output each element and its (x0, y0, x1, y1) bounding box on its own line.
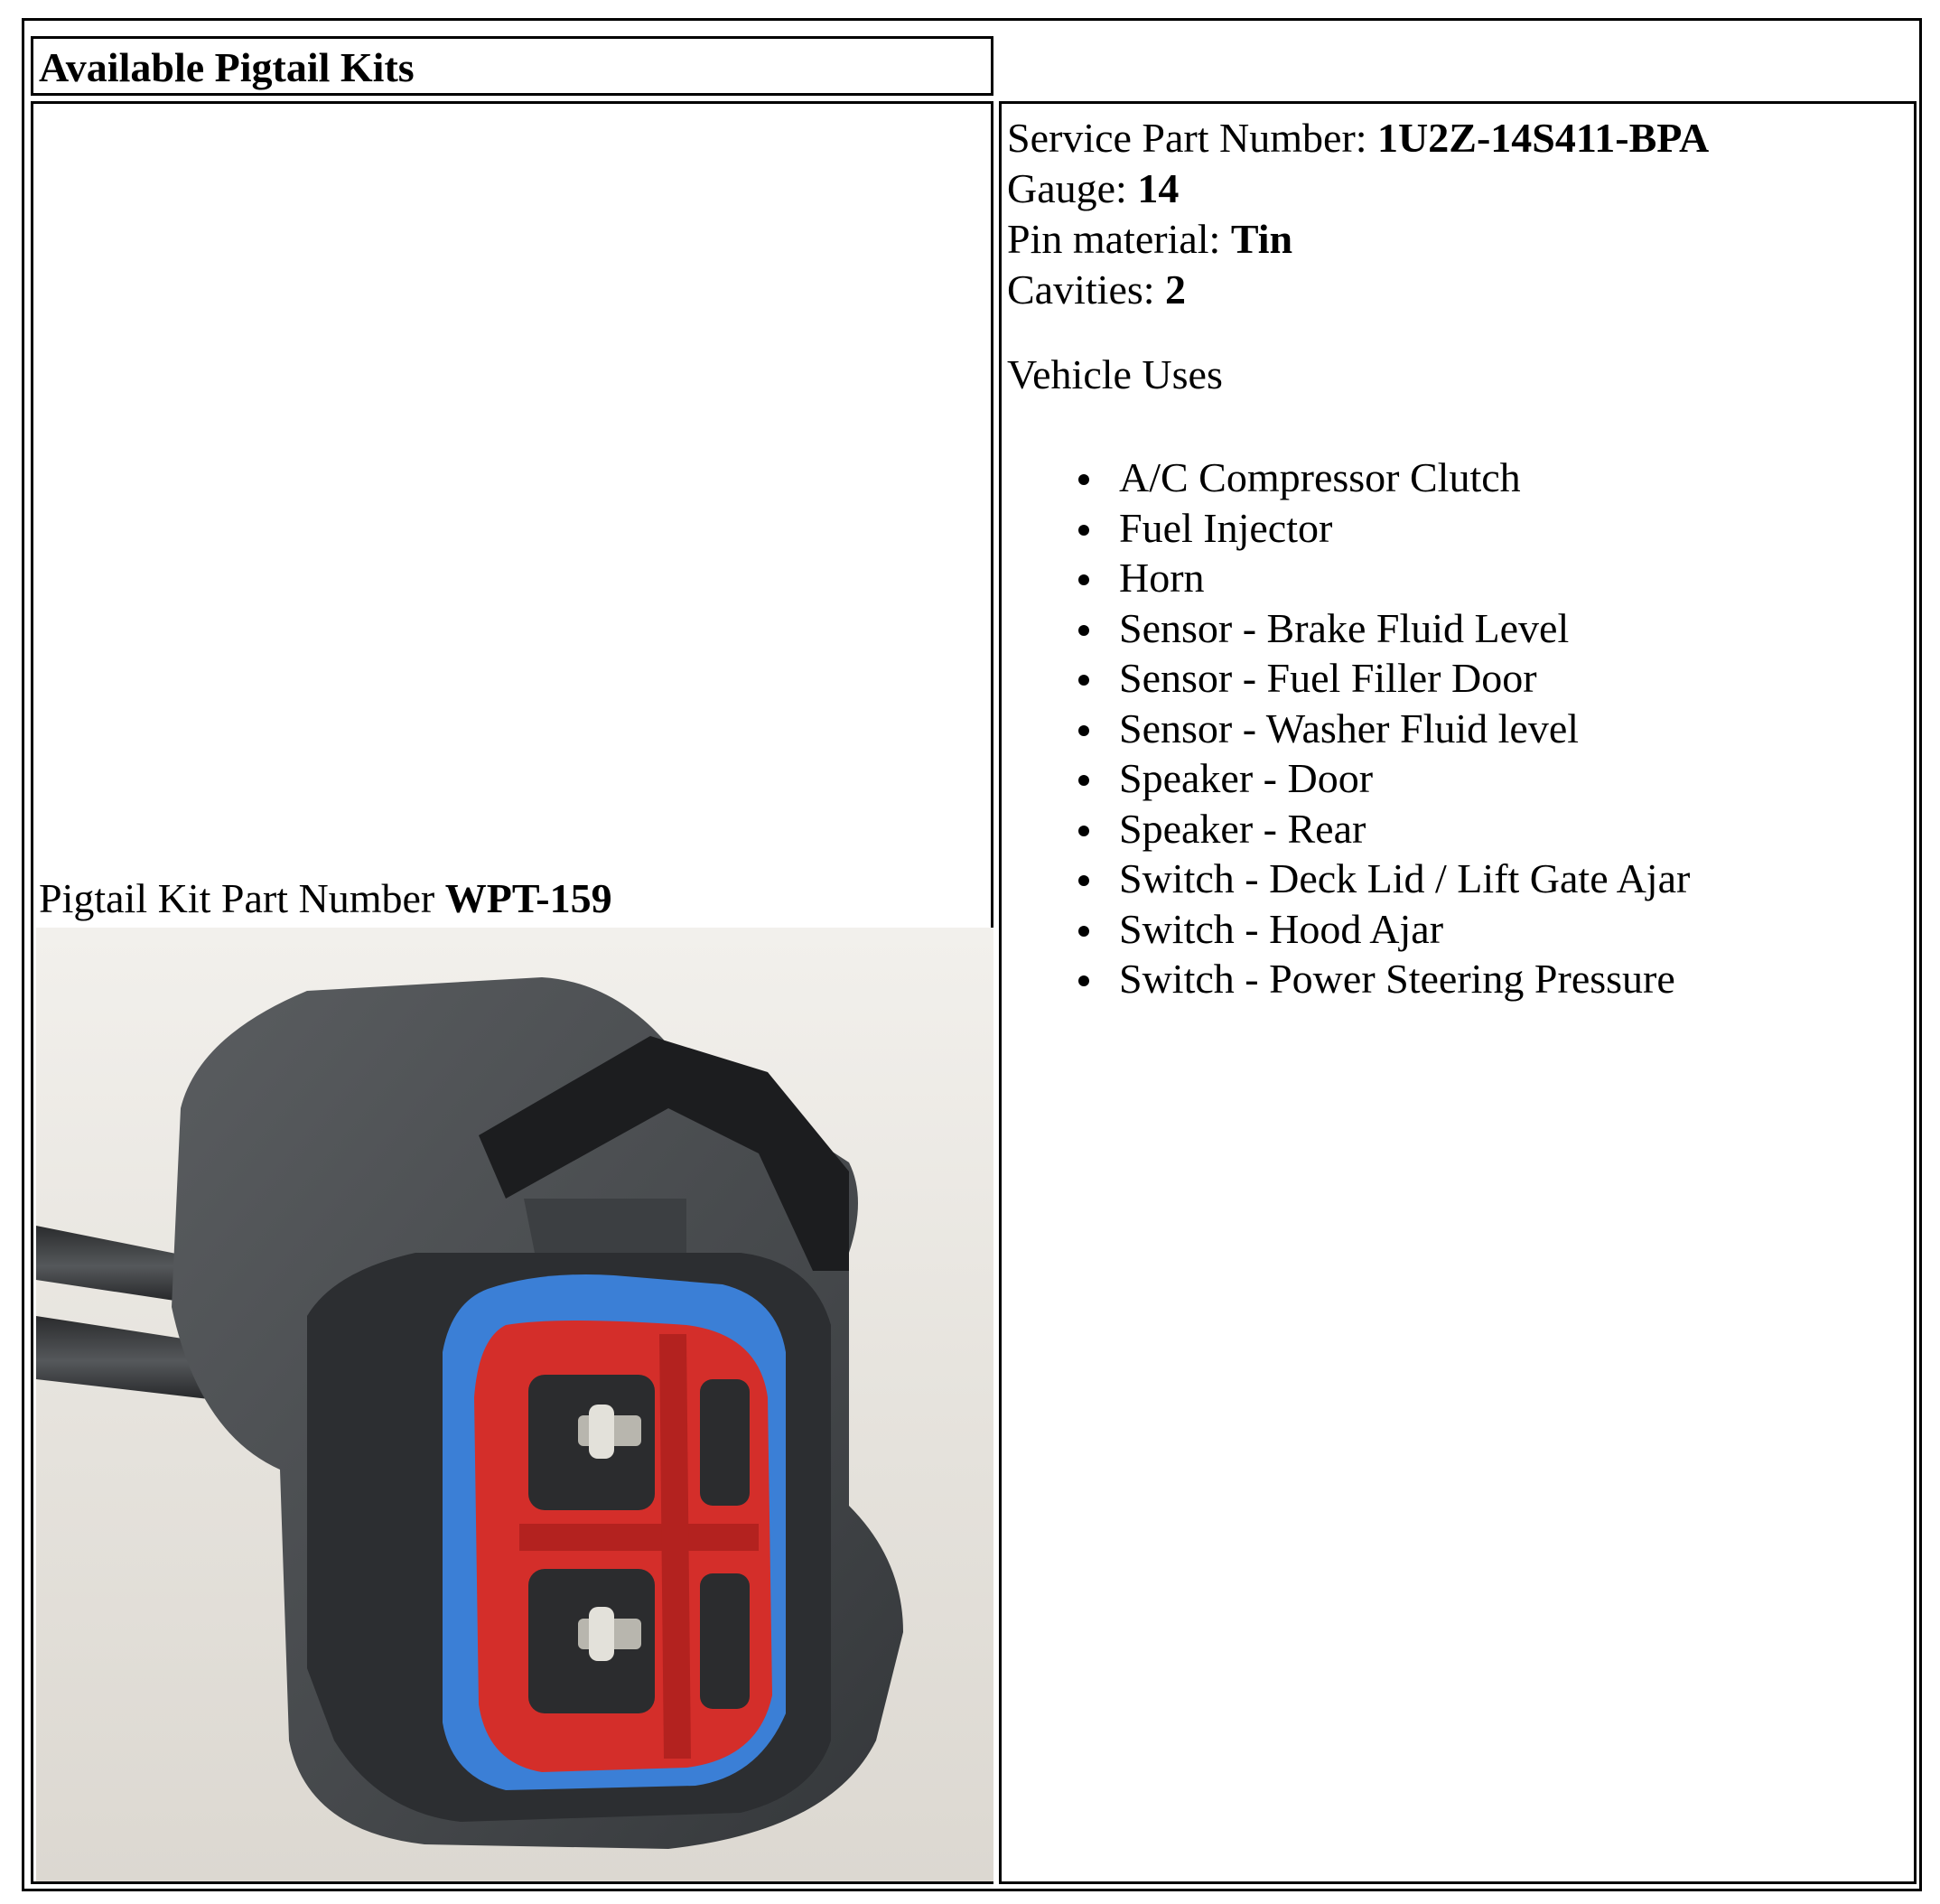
pin-material-label: Pin material: (1007, 216, 1221, 262)
list-item: Sensor - Fuel Filler Door (1002, 653, 1690, 704)
pin-material-value: Tin (1230, 216, 1293, 262)
list-item: A/C Compressor Clutch (1002, 453, 1690, 503)
gauge-row (1007, 163, 1709, 214)
list-item: Speaker - Door (1002, 753, 1690, 804)
header-cell (31, 36, 993, 96)
list-item: Switch - Hood Ajar (1002, 904, 1690, 955)
bullet-icon (1078, 775, 1089, 786)
cavities-label: Cavities: (1007, 266, 1155, 313)
gauge-value: 14 (1137, 165, 1180, 211)
vehicle-uses-heading: Vehicle Uses (1007, 351, 1223, 397)
list-item: Fuel Injector (1002, 503, 1690, 554)
list-item: Sensor - Washer Fluid level (1002, 704, 1690, 754)
list-item: Switch - Power Steering Pressure (1002, 954, 1690, 1004)
kit-cell (31, 101, 993, 1884)
list-item: Switch - Deck Lid / Lift Gate Ajar (1002, 854, 1690, 904)
bullet-icon (1078, 574, 1089, 585)
bullet-icon (1078, 826, 1089, 836)
bullet-icon (1078, 875, 1089, 886)
service-part-row (1007, 113, 1709, 163)
bullet-icon (1078, 975, 1089, 986)
bullet-icon (1078, 525, 1089, 536)
service-part-value: 1U2Z-14S411-BPA (1377, 115, 1710, 161)
details-cell (999, 101, 1917, 1884)
list-item: Sensor - Brake Fluid Level (1002, 603, 1690, 654)
list-item: Speaker - Rear (1002, 804, 1690, 854)
bullet-icon (1078, 675, 1089, 686)
service-part-label: Service Part Number: (1007, 115, 1367, 161)
page-title: Available Pigtail Kits (39, 44, 415, 90)
bullet-icon (1078, 474, 1089, 485)
kit-part-label (39, 875, 612, 922)
kit-label-prefix: Pigtail Kit Part Number (39, 875, 435, 921)
bullet-icon (1078, 725, 1089, 736)
cavities-value: 2 (1165, 266, 1187, 313)
kit-part-number: WPT-159 (444, 875, 612, 921)
vehicle-uses-list (1002, 453, 1690, 1004)
cavities-row (1007, 265, 1709, 315)
bullet-icon (1078, 926, 1089, 937)
pin-material-row (1007, 214, 1709, 265)
gauge-label: Gauge: (1007, 165, 1127, 211)
connector-photo-icon (36, 928, 993, 1881)
spec-list (1007, 113, 1709, 315)
bullet-icon (1078, 625, 1089, 636)
list-item: Horn (1002, 553, 1690, 603)
